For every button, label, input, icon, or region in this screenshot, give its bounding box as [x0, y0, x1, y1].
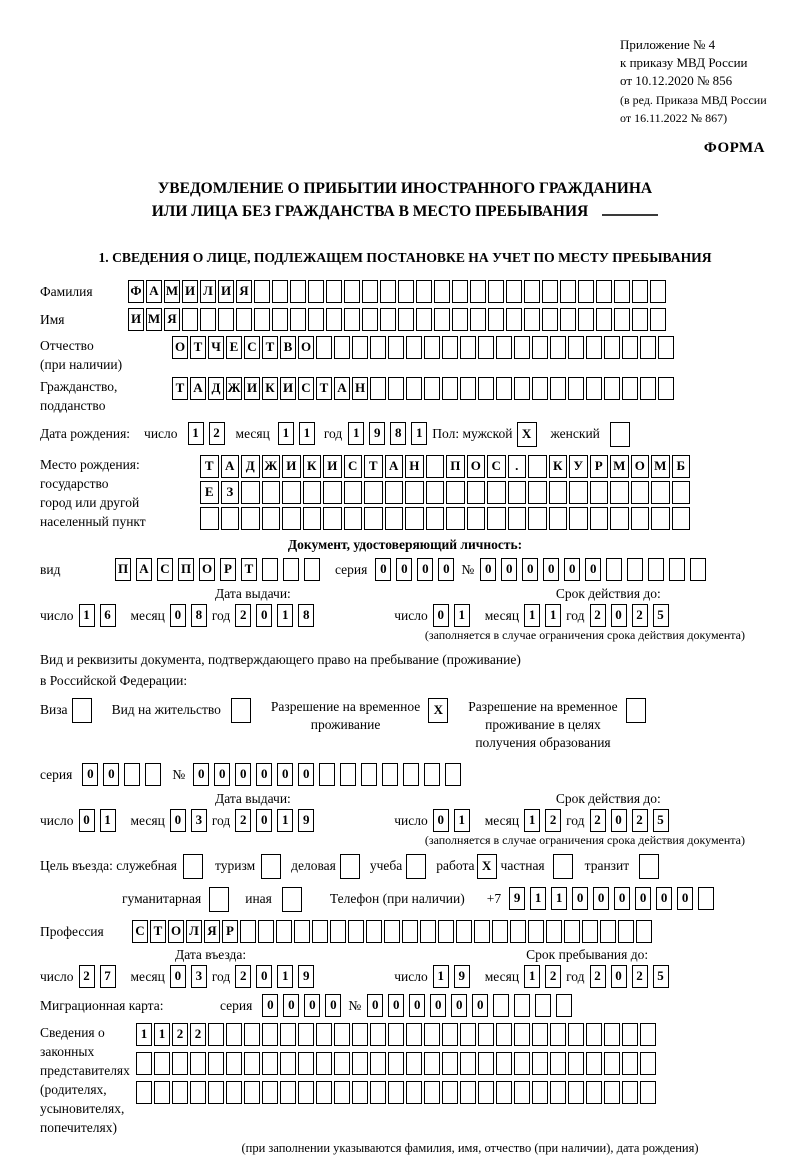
id-valid-month-label: месяц: [484, 607, 520, 623]
birthplace-inputs: [200, 455, 692, 530]
doc-series-input[interactable]: 0 0 0 0: [375, 558, 459, 581]
entry-month-input[interactable]: 0 3: [170, 965, 212, 988]
doc-series-label: серия: [335, 561, 368, 577]
res-number-label: №: [172, 766, 186, 782]
sex-female-checkbox[interactable]: [610, 422, 632, 447]
phone-input[interactable]: 9 1 1 0 0 0 0 0 0: [509, 887, 719, 910]
phone-label: Телефон (при наличии): [329, 890, 465, 906]
entry-day-input[interactable]: 2 7: [79, 965, 121, 988]
birthdate-row: [40, 422, 770, 447]
entry-date-group: [40, 965, 319, 988]
identity-doc-heading: Документ, удостоверяющий личность:: [287, 536, 523, 552]
surname-row: [40, 280, 770, 303]
temp-residence-checkbox[interactable]: X: [428, 698, 450, 723]
purpose-work-label: работа: [436, 857, 475, 873]
birthplace-block: [40, 455, 770, 531]
id-valid-year-input[interactable]: 2 0 2 5: [590, 604, 674, 627]
temp-residence-label-2: проживание: [310, 717, 381, 733]
birthplace-input-row2[interactable]: Е З: [200, 481, 692, 504]
citizenship-label-block: [40, 377, 172, 415]
res-valid-date-group: [394, 809, 673, 832]
birth-year-input[interactable]: 1 9 8 1: [348, 422, 432, 445]
birthplace-label-1: Место рождения:: [40, 456, 140, 472]
residence-doc-text-2: в Российской Федерации:: [40, 673, 188, 689]
id-valid-day-input[interactable]: 0 1: [433, 604, 475, 627]
birth-month-label: месяц: [235, 425, 270, 441]
residence-permit-label: Вид на жительство: [111, 701, 221, 717]
stay-year-label: год: [566, 968, 585, 984]
purpose-phone-row: [40, 887, 770, 912]
surname-label: Фамилия: [40, 283, 93, 299]
stay-day-label: число: [394, 968, 428, 984]
stay-date-group: [394, 965, 673, 988]
birthplace-input-row1[interactable]: Т А Д Ж И К И С Т А Н П О С . К У Р М О М Б: [200, 455, 692, 478]
birth-year-label: год: [323, 425, 343, 441]
birthplace-label-2: государство: [40, 475, 109, 491]
temp-residence-edu-checkbox[interactable]: [626, 698, 648, 723]
representatives-input-row3[interactable]: [136, 1081, 658, 1104]
visa-checkbox[interactable]: [72, 698, 94, 723]
purpose-other-label: иная: [245, 890, 272, 906]
rep-label-2: законных: [40, 1043, 95, 1059]
appendix-line-3: от 10.12.2020 № 856: [620, 72, 733, 88]
migration-number-input[interactable]: 0 0 0 0 0 0: [367, 994, 577, 1017]
res-issue-year-label: год: [211, 812, 231, 828]
temp-residence-label: [271, 698, 420, 734]
appendix-line-2: к приказу МВД России: [620, 54, 748, 70]
birthplace-label-block: [40, 455, 200, 531]
doc-number-label: №: [461, 561, 475, 577]
title-line-2-wrap: [40, 200, 770, 223]
migration-series-label: серия: [220, 997, 253, 1013]
id-issue-month-input[interactable]: 0 8: [170, 604, 212, 627]
profession-label: Профессия: [40, 923, 104, 939]
firstname-label: Имя: [40, 311, 65, 327]
stay-year-input[interactable]: 2 0 2 5: [590, 965, 674, 988]
representatives-input-row1[interactable]: 1 1 2 2: [136, 1023, 658, 1046]
patronymic-row: [40, 336, 770, 374]
id-valid-day-label: число: [394, 607, 428, 623]
rep-label-1: Сведения о: [40, 1024, 105, 1040]
edition-line-2: от 16.11.2022 № 867): [620, 111, 728, 125]
migration-number-label: №: [348, 997, 362, 1013]
doc-kind-label: вид: [40, 561, 61, 577]
entry-dates-row: [40, 965, 770, 988]
purpose-humanitarian-label: гуманитарная: [122, 890, 202, 906]
rep-label-4: (родителях,: [40, 1081, 107, 1097]
purpose-private-label: частная: [500, 857, 545, 873]
res-issue-day-input[interactable]: 0 1: [79, 809, 121, 832]
doc-kind-input[interactable]: П А С П О Р Т: [115, 558, 325, 581]
patronymic-sublabel: (при наличии): [40, 356, 123, 372]
migration-card-row: [40, 994, 770, 1017]
birthplace-input-row3[interactable]: [200, 507, 692, 530]
representatives-inputs: [136, 1023, 658, 1104]
residence-doc-text-1: Вид и реквизиты документа, подтверждающего право на пребывание (проживание): [40, 651, 521, 667]
res-valid-day-label: число: [394, 812, 428, 828]
purpose-business-label: деловая: [291, 857, 336, 873]
residence-doc-dates-row: [40, 809, 770, 832]
purpose-other-checkbox[interactable]: [282, 887, 304, 912]
phone-prefix: +7: [486, 890, 502, 906]
birth-month-input[interactable]: 1 1: [278, 422, 320, 445]
rep-label-5: усыновителях,: [40, 1100, 125, 1116]
visa-label: Виза: [40, 701, 68, 717]
residence-doc-date-headers: [40, 791, 770, 807]
purpose-tourism-label: туризм: [215, 857, 256, 873]
purpose-tourism-checkbox[interactable]: [261, 854, 283, 879]
title-line-1: УВЕДОМЛЕНИЕ О ПРИБЫТИИ ИНОСТРАННОГО ГРАЖДАНИНА: [157, 180, 653, 198]
citizenship-label: Гражданство,: [40, 378, 118, 394]
res-valid-month-label: месяц: [484, 812, 520, 828]
purpose-transit-checkbox[interactable]: [639, 854, 661, 879]
representatives-block: [40, 1023, 770, 1137]
entry-year-label: год: [211, 968, 231, 984]
representatives-note: (при заполнении указываются фамилия, имя, отчество (при наличии), дата рождения): [241, 1140, 699, 1155]
citizenship-input[interactable]: Т А Д Ж И К И С Т А Н: [172, 377, 676, 400]
sex-female-label: женский: [550, 425, 600, 441]
entry-month-label: месяц: [130, 968, 165, 984]
res-valid-year-input[interactable]: 2 0 2 5: [590, 809, 674, 832]
purpose-humanitarian-checkbox[interactable]: [209, 887, 231, 912]
purpose-official-label: Цель въезда: служебная: [40, 857, 177, 873]
rep-label-3: представителях: [40, 1062, 130, 1078]
patronymic-input[interactable]: О Т Ч Е С Т В О: [172, 336, 676, 359]
id-issue-year-input[interactable]: 2 0 1 8: [235, 604, 319, 627]
section1-heading: 1. СВЕДЕНИЯ О ЛИЦЕ, ПОДЛЕЖАЩЕМ ПОСТАНОВКЕ НА УЧЕТ ПО МЕСТУ ПРЕБЫВАНИЯ: [98, 249, 712, 265]
birthdate-label: Дата рождения:: [40, 425, 131, 441]
res-issue-month-input[interactable]: 0 3: [170, 809, 212, 832]
representatives-label-block: [40, 1023, 136, 1137]
temp-residence-label-1: Разрешение на временное: [270, 698, 421, 714]
birthplace-label-4: населенный пункт: [40, 513, 146, 529]
citizenship-sublabel: подданство: [40, 397, 106, 413]
purpose-study-checkbox[interactable]: [406, 854, 428, 879]
residence-permit-checkbox[interactable]: [231, 698, 253, 723]
purpose-transit-label: транзит: [584, 857, 630, 873]
purpose-work-checkbox[interactable]: X: [477, 854, 499, 879]
res-number-input[interactable]: 0 0 0 0 0 0: [193, 763, 466, 786]
residence-doc-options-row: [40, 698, 770, 753]
form-title: [40, 177, 770, 224]
res-valid-day-input[interactable]: 0 1: [433, 809, 475, 832]
id-valid-month-input[interactable]: 1 1: [524, 604, 566, 627]
profession-row: [40, 920, 770, 943]
identity-doc-dates-row: [40, 604, 770, 627]
residence-doc-series-row: [40, 763, 770, 786]
appendix-block: [620, 36, 770, 126]
res-issue-year-input[interactable]: 2 0 1 9: [235, 809, 319, 832]
identity-doc-row: [40, 558, 770, 581]
migration-series-input[interactable]: 0 0 0 0: [262, 994, 346, 1017]
purpose-private-checkbox[interactable]: [553, 854, 575, 879]
rep-label-6: попечителях): [40, 1119, 117, 1135]
stay-month-label: месяц: [484, 968, 520, 984]
valid-until-header: Срок действия до:: [555, 585, 661, 601]
res-validity-note: (заполняется в случае ограничения срока действия документа): [424, 832, 745, 847]
id-issue-day-label: число: [40, 607, 74, 623]
res-issue-date-group: [40, 809, 319, 832]
surname-input[interactable]: Ф А М И Л И Я: [128, 280, 668, 303]
res-issue-date-header: Дата выдачи:: [215, 790, 291, 806]
res-valid-year-label: год: [566, 812, 585, 828]
entry-day-label: число: [40, 968, 74, 984]
purpose-business-checkbox[interactable]: [340, 854, 362, 879]
res-valid-month-input[interactable]: 1 2: [524, 809, 566, 832]
firstname-input[interactable]: И М Я: [128, 308, 668, 331]
id-valid-date-group: [394, 604, 673, 627]
stay-month-input[interactable]: 1 2: [524, 965, 566, 988]
temp-residence-edu-label-2: проживание в целях: [485, 717, 601, 733]
id-issue-day-input[interactable]: 1 6: [79, 604, 121, 627]
res-issue-month-label: месяц: [130, 812, 165, 828]
title-line-2: ИЛИ ЛИЦА БЕЗ ГРАЖДАНСТВА В МЕСТО ПРЕБЫВАНИЯ: [151, 203, 589, 221]
title-blank-underline: [602, 204, 658, 216]
identity-doc-date-headers: [40, 586, 770, 602]
temp-residence-edu-label: [468, 698, 617, 753]
stay-until-header: Срок пребывания до:: [526, 946, 649, 962]
birth-day-label: число: [144, 425, 178, 441]
patronymic-label-block: [40, 336, 172, 374]
purpose-study-label: учеба: [369, 857, 403, 873]
entry-date-header: Дата въезда:: [175, 946, 247, 962]
temp-residence-edu-label-1: Разрешение на временное: [468, 698, 618, 714]
sex-male-label: Пол: мужской: [432, 425, 513, 441]
stay-day-input[interactable]: 1 9: [433, 965, 475, 988]
res-series-label: серия: [40, 766, 73, 782]
res-issue-day-label: число: [40, 812, 74, 828]
form-word: ФОРМА: [703, 140, 765, 157]
migration-card-label: Миграционная карта:: [40, 997, 164, 1013]
sex-male-checkbox[interactable]: X: [517, 422, 539, 447]
res-series-input[interactable]: 0 0: [82, 763, 166, 786]
id-issue-year-label: год: [211, 607, 231, 623]
appendix-line-1: Приложение № 4: [620, 37, 716, 52]
firstname-row: [40, 308, 770, 331]
patronymic-label: Отчество: [40, 337, 94, 353]
profession-input[interactable]: С Т О Л Я Р: [132, 920, 654, 943]
issue-date-header: Дата выдачи:: [215, 585, 291, 601]
id-issue-date-group: [40, 604, 319, 627]
entry-year-input[interactable]: 2 0 1 9: [235, 965, 319, 988]
birth-day-input[interactable]: 1 2: [188, 422, 230, 445]
representatives-input-row2[interactable]: [136, 1052, 658, 1075]
temp-residence-edu-label-3: получения образования: [475, 735, 611, 751]
id-valid-year-label: год: [566, 607, 585, 623]
visit-purpose-row: [40, 854, 770, 879]
edition-line-1: (в ред. Приказа МВД России: [620, 92, 767, 107]
purpose-official-checkbox[interactable]: [183, 854, 205, 879]
id-issue-month-label: месяц: [130, 607, 165, 623]
entry-date-headers: [40, 947, 770, 963]
res-valid-until-header: Срок действия до:: [555, 790, 661, 806]
doc-number-input[interactable]: 0 0 0 0 0 0: [480, 558, 711, 581]
birthplace-label-3: город или другой: [40, 494, 140, 510]
citizenship-row: [40, 377, 770, 415]
id-validity-note: (заполняется в случае ограничения срока действия документа): [424, 627, 745, 642]
